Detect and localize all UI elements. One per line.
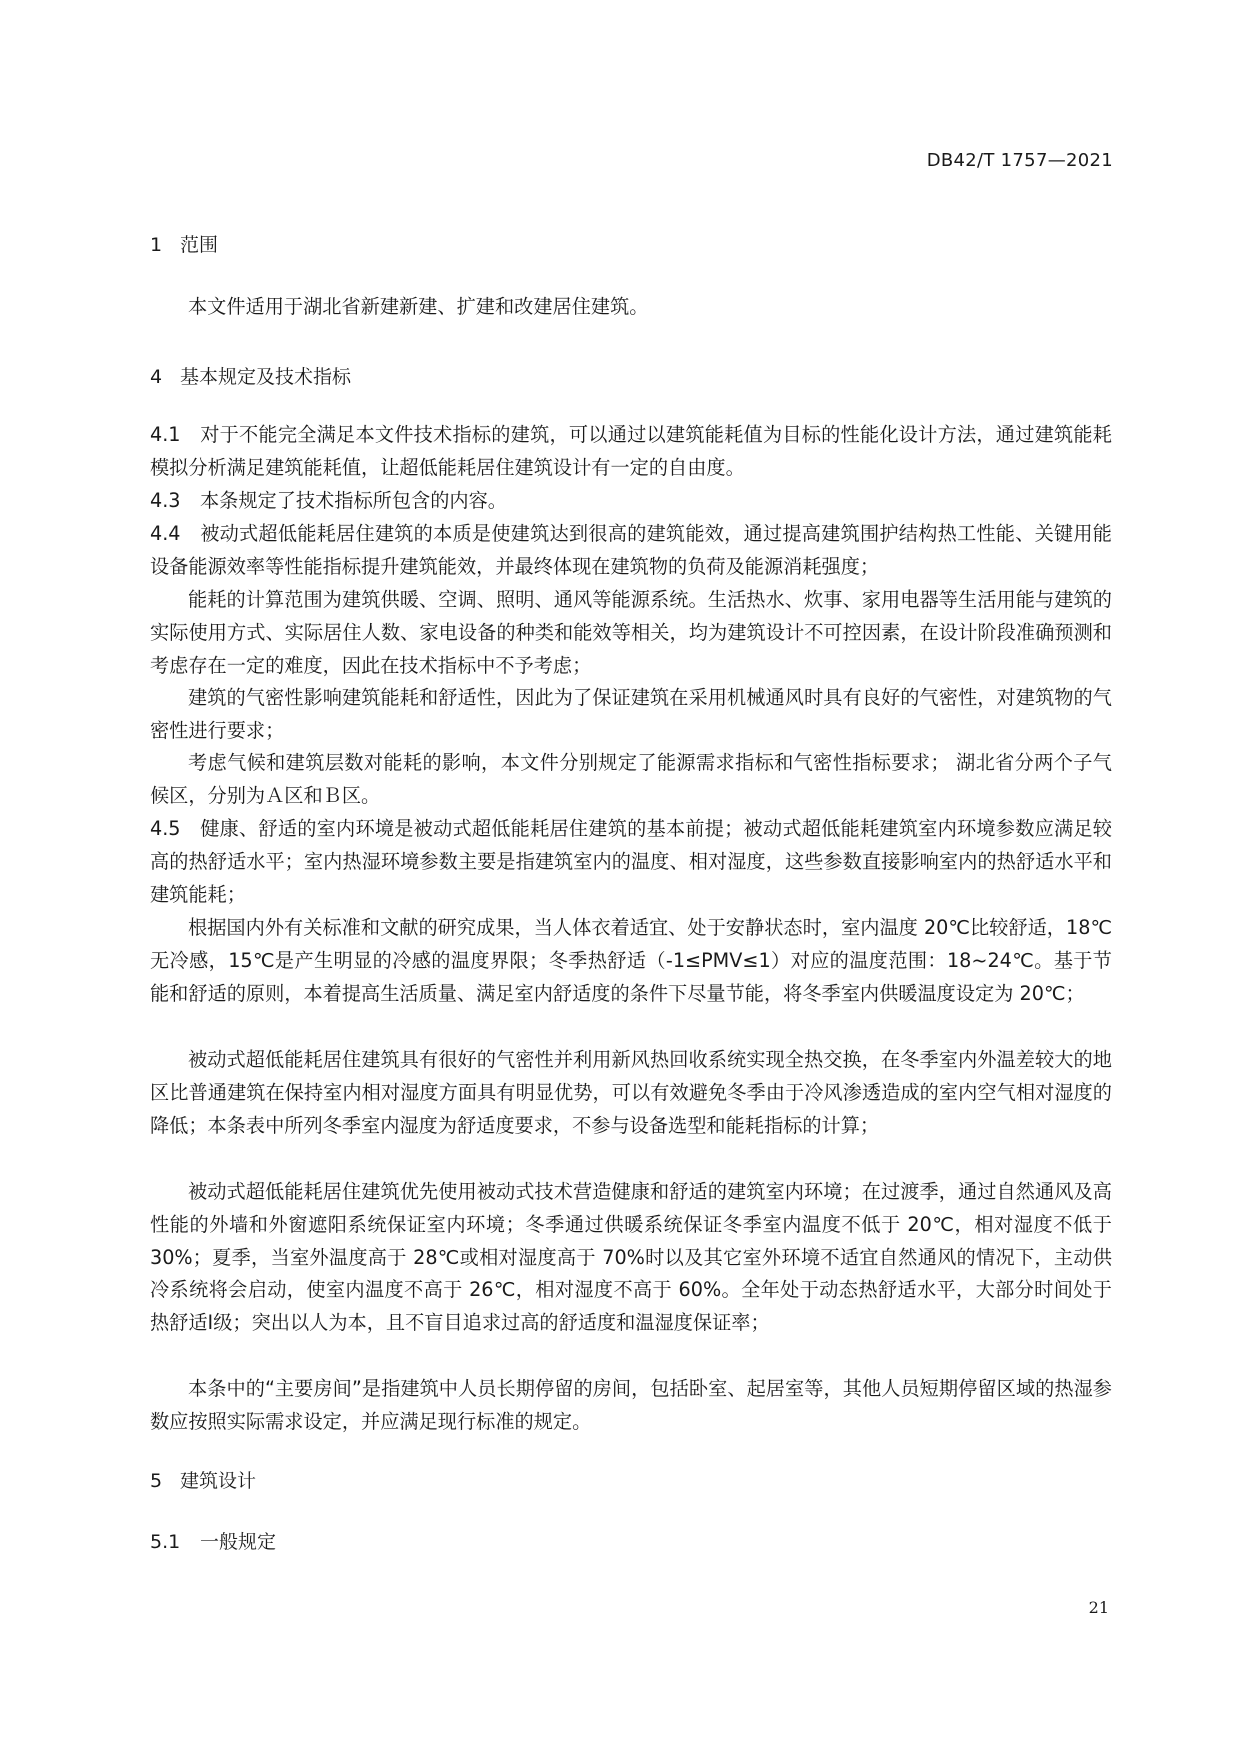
section-heading-4 [150, 362, 351, 389]
section-heading-5-1 [150, 1527, 276, 1554]
standard-code: DB42/T 1757—2021 [926, 150, 1113, 171]
clause-number: 4.1 [150, 423, 181, 446]
section-number: 5 [150, 1470, 163, 1492]
section-number: 4 [150, 366, 163, 388]
section-title: 建筑设计 [180, 1470, 257, 1492]
clause-4-5-para-4: 被动式超低能耗居住建筑优先使用被动式技术营造健康和舒适的建筑室内环境；在过渡季，通过自然通风及高性能的外墙和外窗遮阳系统保证室内环境；冬季通过供暖系统保证冬季室内温度不低于 20℃，相对湿度不低于 30%；夏季，当室外温度高于 28℃或相对湿度高于 70%时以及其它室外环境不适宜自然通风的情况下，主动供冷系统将会启动，使室内温度不高于 26℃，相对湿度不高于 60%。全年处于动态热舒适水平，大部分时间处于热舒适Ⅰ级；突出以人为本，且不盲目追求过高的舒适度和温湿度保证率； [150, 1180, 1112, 1335]
section-number: 5.1 [150, 1531, 181, 1553]
clause-4-4-para-3: 建筑的气密性影响建筑能耗和舒适性，因此为了保证建筑在采用机械通风时具有良好的气密性，对建筑物的气密性进行要求； [150, 686, 1112, 742]
section-title: 范围 [180, 234, 219, 256]
clause-4-5-para-5: 本条中的“主要房间”是指建筑中人员长期停留的房间，包括卧室、起居室等，其他人员短期停留区域的热湿参数应按照实际需求设定，并应满足现行标准的规定。 [150, 1377, 1112, 1433]
clause-4-1 [150, 419, 1112, 485]
clause-4-5-para-3: 被动式超低能耗居住建筑具有很好的气密性并利用新风热回收系统实现全热交换，在冬季室内外温差较大的地区比普通建筑在保持室内相对湿度方面具有明显优势，可以有效避免冬季由于冷风渗透造成的室内空气相对湿度的降低；本条表中所列冬季室内湿度为舒适度要求，不参与设备选型和能耗指标的计算； [150, 1048, 1112, 1137]
section-heading-5 [150, 1466, 256, 1493]
clause-text: 对于不能完全满足本文件技术指标的建筑，可以通过以建筑能耗值为目标的性能化设计方法，通过建筑能耗模拟分析满足建筑能耗值，让超低能耗居住建筑设计有一定的自由度。 [150, 423, 1112, 479]
section-heading-1 [150, 230, 218, 257]
clause-4-3 [150, 485, 1112, 518]
clause-4-4-para-2: 能耗的计算范围为建筑供暖、空调、照明、通风等能源系统。生活热水、炊事、家用电器等生活用能与建筑的实际使用方式、实际居住人数、家电设备的种类和能效等相关，均为建筑设计不可控因素，在设计阶段准确预测和考虑存在一定的难度，因此在技术指标中不予考虑； [150, 588, 1112, 677]
clause-text: 健康、舒适的室内环境是被动式超低能耗居住建筑的基本前提；被动式超低能耗建筑室内环境参数应满足较高的热舒适水平；室内热湿环境参数主要是指建筑室内的温度、相对湿度，这些参数直接影响室内的热舒适水平和建筑能耗； [150, 817, 1112, 906]
clause-4-4 [150, 518, 1112, 584]
clause-4-5-para-2: 根据国内外有关标准和文献的研究成果，当人体衣着适宜、处于安静状态时，室内温度 20℃比较舒适，18℃无冷感，15℃是产生明显的冷感的温度界限；冬季热舒适（-1≤PMV≤1）对应的温度范围：18~24℃。基于节能和舒适的原则，本着提高生活质量、满足室内舒适度的条件下尽量节能，将冬季室内供暖温度设定为 20℃； [150, 916, 1112, 1005]
scope-paragraph: 本文件适用于湖北省新建新建、扩建和改建居住建筑。 [188, 295, 649, 318]
clause-number: 4.3 [150, 489, 181, 512]
clause-number: 4.4 [150, 522, 181, 545]
section-title: 一般规定 [200, 1531, 277, 1553]
clause-4-4-para-4: 考虑气候和建筑层数对能耗的影响，本文件分别规定了能源需求指标和气密性指标要求； 湖北省分两个子气候区，分别为Ａ区和Ｂ区。 [150, 751, 1112, 807]
clause-number: 4.5 [150, 817, 181, 840]
section-title: 基本规定及技术指标 [180, 366, 352, 388]
section-number: 1 [150, 234, 163, 256]
page-number: 21 [1088, 1598, 1109, 1617]
clause-text: 本条规定了技术指标所包含的内容。 [200, 489, 507, 512]
clause-text: 被动式超低能耗居住建筑的本质是使建筑达到很高的建筑能效，通过提高建筑围护结构热工性能、关键用能设备能源效率等性能指标提升建筑能效，并最终体现在建筑物的负荷及能源消耗强度； [150, 522, 1112, 578]
clause-4-5 [150, 813, 1112, 911]
